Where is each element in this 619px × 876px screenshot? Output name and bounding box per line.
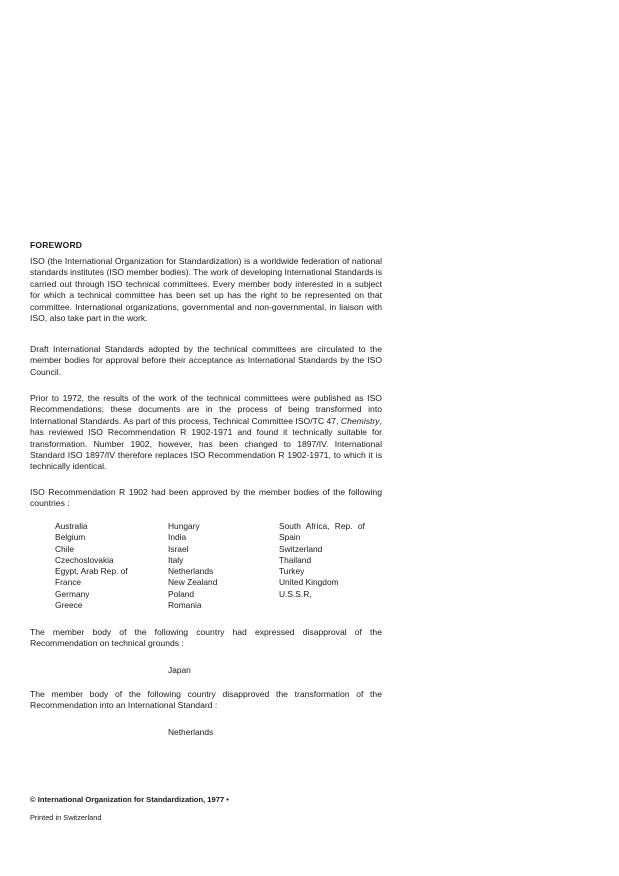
country-item: Netherlands [168,566,214,577]
country-item: U.S.S.R. [279,588,312,599]
countries-column-3 [279,521,365,600]
country-item: Poland [168,588,195,599]
country-item: Thailand [279,554,312,565]
copyright-notice: © International Organization for Standardization, 1977 • [30,795,229,804]
country-item: Turkey [279,566,305,577]
paragraph-history-part1: Prior to 1972, the results of the work of the technical committees were published as ISO Recommendations; these documents are in the process of being transformed into International Standards. As part of this process, Technical Committee ISO/TC 47, [30,393,382,426]
country-item: South Africa, Rep. of [279,521,365,531]
country-item: Greece [55,600,83,611]
country-item: Switzerland [279,543,323,554]
country-item: United Kingdom [279,577,339,588]
country-item: Spain [279,532,301,543]
disapproving-country-technical: Japan [168,665,191,675]
disapproving-country-transformation: Netherlands [168,727,214,737]
country-item: Czechoslovakia [55,554,114,565]
country-item: Israel [168,543,189,554]
country-item: Romania [168,600,202,611]
country-item: France [55,577,82,588]
paragraph-transformation-disapproval: The member body of the following country disapproved the transformation of the Recommendation into an International Standard : [30,689,382,711]
country-item: Chile [55,543,75,554]
committee-name: Chemistry [340,415,380,426]
paragraph-history-part2: , has reviewed ISO Recommendation R 1902-1971 and found it technically suitable for transformation. Number 1902, however, has been changed to 1897/IV. International Standard ISO 1897/IV therefore replaces ISO Recommendation R 1902-1971, to which it is technically identical. [30,415,382,472]
countries-column-2 [168,521,217,611]
printed-in-notice: Printed in Switzerland [30,813,102,822]
country-item: Egypt, Arab Rep. of [55,566,128,577]
country-item: Germany [55,588,90,599]
country-item: Hungary [168,521,200,531]
foreword-heading: FOREWORD [30,240,83,250]
paragraph-iso-intro: ISO (the International Organization for Standardization) is a worldwide federation of national standards institutes (ISO member bodies). The work of developing International Standards is carried out through ISO technical committees. Every member body interested in a subject for which a technical committee has been set up has the right to be represented on that committee. International organizations, governmental and non-governmental, in liaison with ISO, also take part in the work. [30,256,382,324]
paragraph-draft-standards: Draft International Standards adopted by the technical committees are circulated to the member bodies for approval before their acceptance as International Standards by the ISO Council. [30,344,382,377]
country-item: New Zealand [168,577,218,588]
countries-column-1 [55,521,128,611]
paragraph-approval: ISO Recommendation R 1902 had been approved by the member bodies of the following countries : [30,487,382,509]
paragraph-history [30,393,382,473]
paragraph-technical-disapproval: The member body of the following country had expressed disapproval of the Recommendation on technical grounds : [30,627,382,649]
country-item: India [168,532,187,543]
country-item: Italy [168,554,184,565]
country-item: Belgium [55,532,86,543]
country-item: Australia [55,521,88,531]
